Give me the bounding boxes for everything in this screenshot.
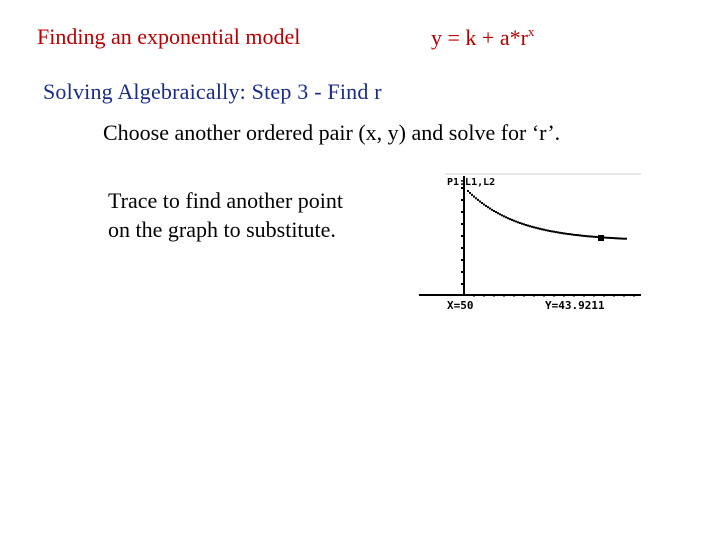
data-point	[537, 227, 539, 229]
data-point	[481, 202, 483, 204]
data-point	[611, 237, 613, 239]
data-point	[517, 221, 519, 223]
instruction-text: Choose another ordered pair (x, y) and solve for ‘r’.	[103, 120, 561, 145]
data-point	[591, 236, 593, 238]
data-point	[615, 237, 617, 239]
data-point	[513, 220, 515, 222]
data-point	[539, 228, 541, 230]
data-point	[585, 235, 587, 237]
data-point	[495, 211, 497, 213]
data-point	[555, 231, 557, 233]
data-point	[487, 206, 489, 208]
data-point	[581, 235, 583, 237]
data-point	[613, 237, 615, 239]
data-point	[549, 230, 551, 232]
data-point	[595, 236, 597, 238]
data-point	[501, 214, 503, 216]
data-point	[507, 217, 509, 219]
y-readout: Y=43.9211	[545, 299, 605, 312]
data-point	[557, 231, 559, 233]
data-point	[571, 234, 573, 236]
exponential-formula	[431, 24, 534, 51]
x-readout: X=50	[447, 299, 474, 312]
data-point	[575, 234, 577, 236]
data-point	[587, 235, 589, 237]
data-point	[583, 235, 585, 237]
data-point	[563, 232, 565, 234]
data-point	[477, 199, 479, 201]
data-point	[617, 237, 619, 239]
data-point	[551, 230, 553, 232]
data-point	[589, 235, 591, 237]
data-point	[505, 216, 507, 218]
calculator-screenshot	[417, 168, 641, 314]
data-point	[533, 226, 535, 228]
data-point	[623, 238, 625, 240]
calculator-graph	[417, 168, 641, 314]
data-point	[511, 219, 513, 221]
data-point	[483, 204, 485, 206]
data-point	[619, 238, 621, 240]
data-point	[579, 234, 581, 236]
slide-title: Finding an exponential model	[37, 24, 301, 49]
screen-background	[417, 168, 641, 314]
data-point	[553, 231, 555, 233]
data-point	[569, 233, 571, 235]
data-point	[561, 232, 563, 234]
data-point	[531, 226, 533, 228]
data-point	[609, 237, 611, 239]
data-point	[593, 236, 595, 238]
data-point	[605, 237, 607, 239]
data-point	[541, 228, 543, 230]
data-point	[469, 192, 471, 194]
formula-exponent: x	[527, 24, 535, 39]
data-point	[577, 234, 579, 236]
data-point	[573, 234, 575, 236]
data-point	[519, 222, 521, 224]
data-point	[565, 233, 567, 235]
data-point	[473, 196, 475, 198]
data-point	[471, 194, 473, 196]
data-point	[607, 237, 609, 239]
data-point	[625, 238, 627, 240]
data-point	[567, 233, 569, 235]
data-point	[493, 210, 495, 212]
data-point	[489, 208, 491, 210]
data-point	[527, 225, 529, 227]
data-point	[535, 227, 537, 229]
data-point	[545, 229, 547, 231]
data-point	[499, 213, 501, 215]
trace-note: Trace to find another point on the graph to substitute.	[108, 188, 344, 242]
data-point	[515, 221, 517, 223]
data-point	[521, 223, 523, 225]
data-point	[503, 215, 505, 217]
data-point	[491, 209, 493, 211]
data-point	[621, 238, 623, 240]
plot-label: P1:L1,L2	[447, 177, 496, 188]
step-heading: Solving Algebraically: Step 3 - Find r	[43, 79, 382, 104]
formula-base: y = k + a*r	[431, 25, 528, 50]
data-point	[543, 229, 545, 231]
data-point	[559, 232, 561, 234]
data-point	[509, 218, 511, 220]
data-point	[479, 201, 481, 203]
trace-cursor	[598, 235, 604, 241]
data-point	[485, 205, 487, 207]
data-point	[529, 225, 531, 227]
data-point	[547, 230, 549, 232]
data-point	[467, 190, 469, 192]
data-point	[475, 197, 477, 199]
data-point	[523, 223, 525, 225]
data-point	[497, 212, 499, 214]
data-point	[525, 224, 527, 226]
